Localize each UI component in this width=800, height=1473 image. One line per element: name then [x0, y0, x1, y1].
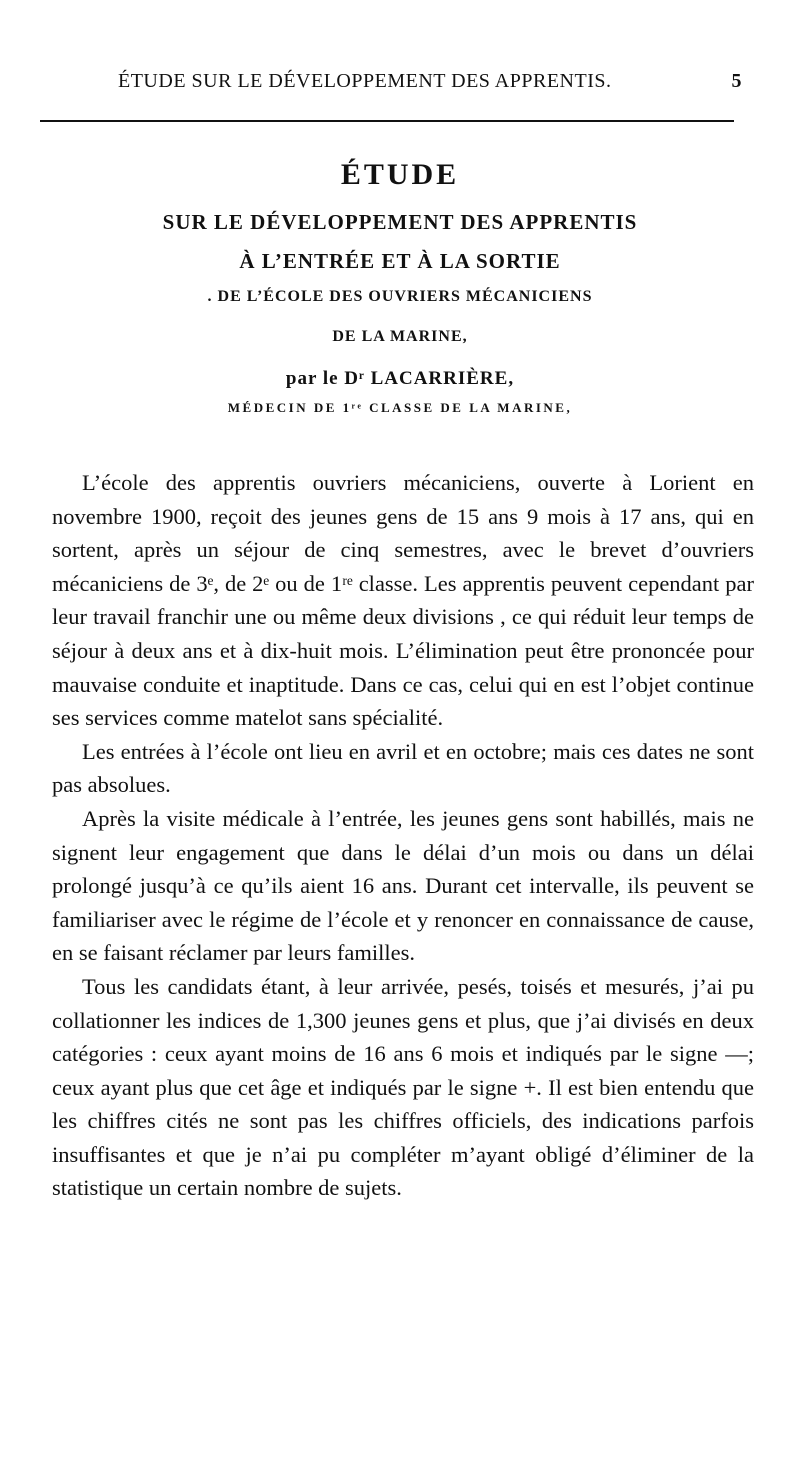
body-text: [52, 466, 754, 1205]
article-title: ÉTUDE: [340, 158, 460, 191]
article-subtitle-line-4: DE LA MARINE,: [332, 328, 468, 345]
paragraph: L’école des apprentis ouvriers mécaniciens, ouverte à Lorient en novembre 1900, reçoit des jeunes gens de 15 ans 9 mois à 17 ans, qui en sortent, après un séjour de cinq semestres, avec le brevet d’ouvriers mécaniciens de 3ᵉ, de 2ᵉ ou de 1ʳᵉ classe. Les apprentis peuvent cependant par leur travail franchir une ou même deux divisions , ce qui réduit leur temps de séjour à deux ans et à dix-huit mois. L’élimination peut être prononcée pour mauvaise conduite et inaptitude. Dans ce cas, celui qui en est l’objet continue ses services comme matelot sans spécialité.: [52, 470, 754, 731]
article-subtitle-line-1: SUR LE DÉVELOPPEMENT DES APPRENTIS: [162, 210, 638, 234]
paragraph: Les entrées à l’école ont lieu en avril et en octobre; mais ces dates ne sont pas absolues.: [52, 738, 754, 798]
running-title: ÉTUDE SUR LE DÉVELOPPEMENT DES APPRENTIS.: [118, 70, 612, 92]
paragraph: Tous les candidats étant, à leur arrivée, pesés, toisés et mesurés, j’ai pu collationner les indices de 1,300 jeunes gens et plus, que j’ai divisés en deux catégories : ceux ayant moins de 16 ans 6 mois et indiqués par le signe —; ceux ayant plus que cet âge et indiqués par le signe +. Il est bien entendu que les chiffres cités ne sont pas les chiffres officiels, des indications parfois insuffisantes et que je n’ai pu compléter m’ayant obligé d’éliminer de la statistique un certain nombre de sujets.: [52, 973, 754, 1201]
paragraph: Après la visite médicale à l’entrée, les jeunes gens sont habillés, mais ne signent leur engagement que dans le délai d’un mois ou dans un délai prolongé jusqu’à ce qu’ils aient 16 ans. Durant cet intervalle, ils peuvent se familiariser avec le régime de l’école et y renoncer en connaissance de cause, en se faisant réclamer par leurs familles.: [52, 805, 754, 966]
page-number: 5: [731, 70, 742, 92]
title-block: [0, 158, 800, 416]
author-rank: MÉDECIN DE 1ʳᵉ CLASSE DE LA MARINE,: [227, 400, 573, 415]
running-head: [52, 70, 742, 100]
header-rule: [40, 120, 734, 122]
article-subtitle-line-2: À L’ENTRÉE ET À LA SORTIE: [239, 249, 561, 273]
article-subtitle-line-3: . DE L’ÉCOLE DES OUVRIERS MÉCANICIENS: [207, 288, 593, 305]
author-line: par le Dʳ LACARRIÈRE,: [285, 368, 515, 389]
